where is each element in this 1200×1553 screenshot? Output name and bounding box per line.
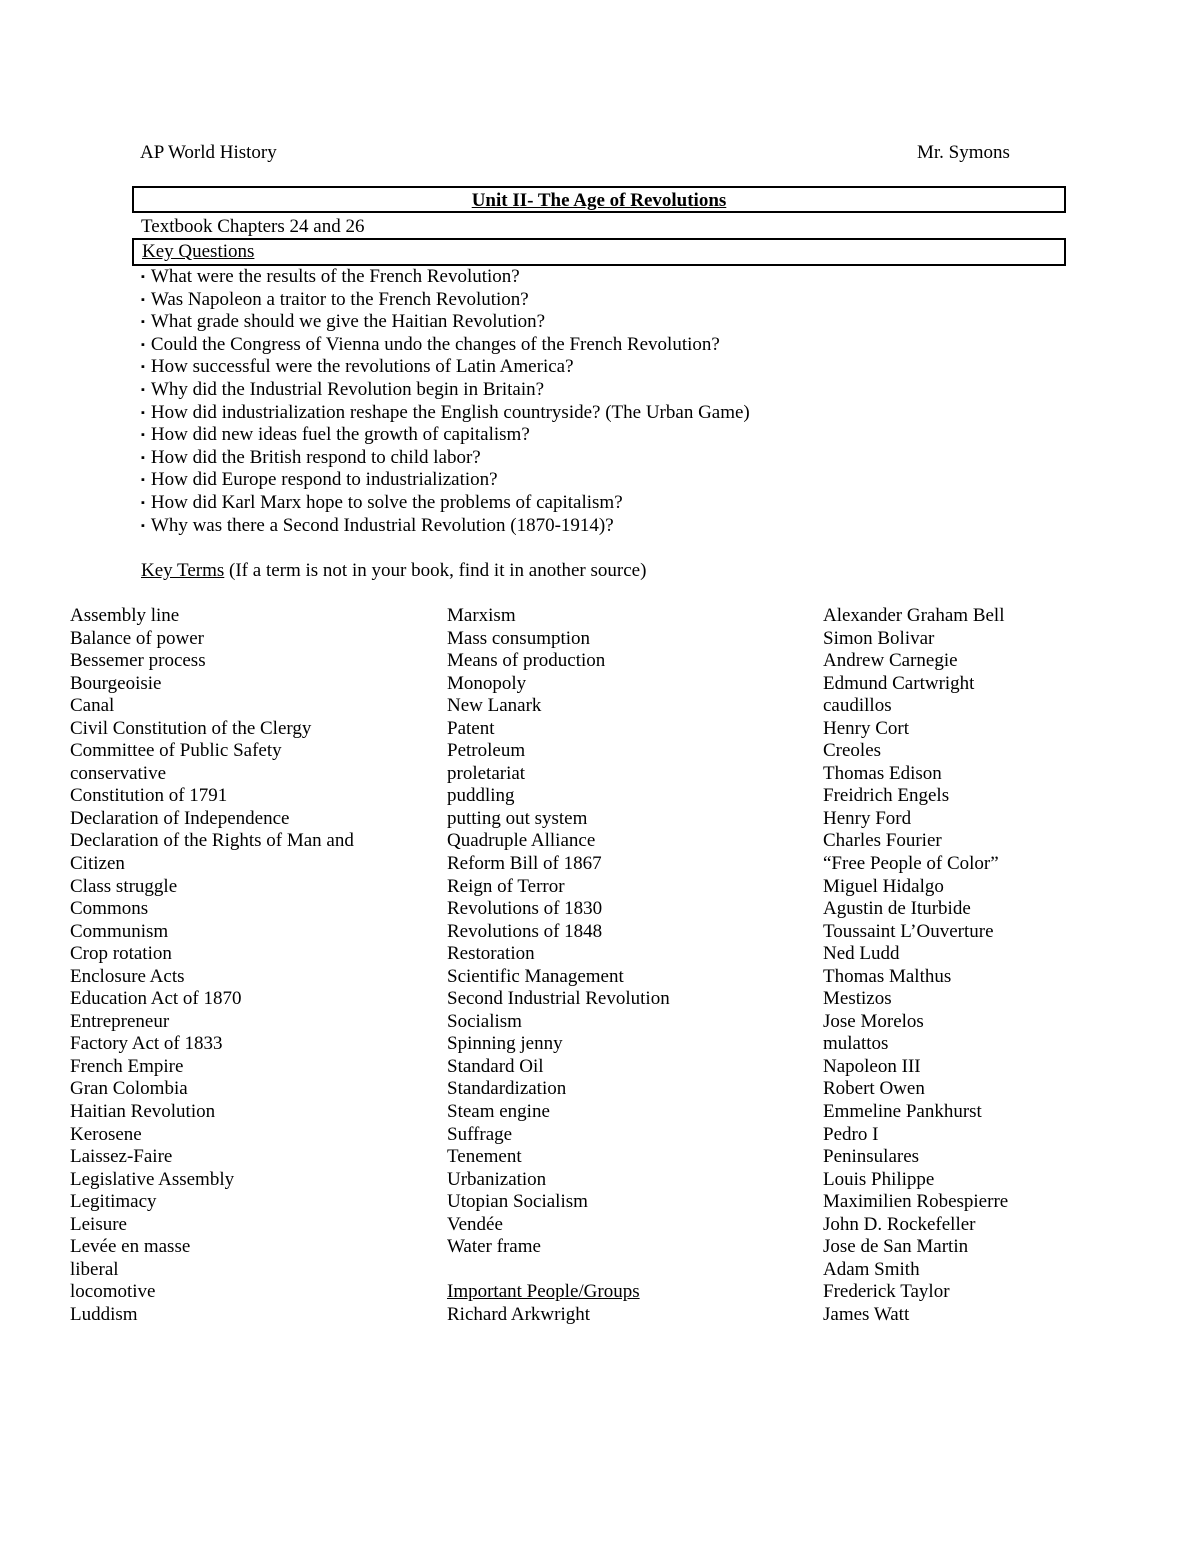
key-question-item: ▪ How did the British respond to child labor? — [141, 447, 750, 470]
term-item: Crop rotation — [70, 943, 172, 965]
term-item: puddling — [447, 785, 515, 807]
term-item: Levée en masse — [70, 1236, 191, 1258]
term-item: Marxism — [447, 605, 516, 626]
term-item: Standard Oil — [447, 1055, 544, 1077]
term-item: Canal — [70, 695, 115, 717]
term-item: Patent — [447, 717, 495, 739]
term-item: Steam engine — [447, 1101, 550, 1123]
term-item: Vendée — [447, 1213, 503, 1235]
term-item: Urbanization — [447, 1168, 547, 1190]
person-item: Adam Smith — [823, 1258, 920, 1280]
key-question-item: ▪ What grade should we give the Haitian Revolution? — [141, 311, 750, 334]
person-item: Richard Arkwright — [447, 1303, 591, 1325]
term-item: Communism — [70, 920, 169, 942]
person-item: Toussaint L’Ouverture — [823, 920, 994, 942]
person-item: Henry Ford — [823, 807, 912, 829]
term-item: Revolutions of 1830 — [447, 898, 603, 920]
person-item: Pedro I — [823, 1123, 879, 1145]
person-item: Freidrich Engels — [823, 785, 950, 807]
terms-column-2 — [447, 605, 670, 1327]
course-name: AP World History — [140, 142, 277, 163]
key-terms-note: (If a term is not in your book, find it in another source) — [224, 560, 647, 581]
term-item: Quadruple Alliance — [447, 830, 596, 852]
term-item: Second Industrial Revolution — [447, 988, 670, 1010]
person-item: Jose de San Martin — [823, 1236, 969, 1258]
term-item: Factory Act of 1833 — [70, 1033, 223, 1055]
key-question-item: ▪ Was Napoleon a traitor to the French Revolution? — [141, 289, 750, 312]
key-questions-box — [132, 238, 1066, 266]
person-item: Emmeline Pankhurst — [823, 1101, 982, 1123]
person-item: Andrew Carnegie — [823, 650, 958, 672]
term-item: Reform Bill of 1867 — [447, 853, 602, 875]
term-item: Monopoly — [447, 672, 527, 694]
person-item: mulattos — [823, 1033, 889, 1055]
person-item: Peninsulares — [823, 1146, 920, 1168]
term-item: putting out system — [447, 807, 588, 829]
person-item: Jose Morelos — [823, 1010, 924, 1032]
person-item: Mestizos — [823, 988, 892, 1010]
term-item: Bourgeoisie — [70, 672, 162, 694]
term-item: liberal — [70, 1258, 119, 1280]
person-item: Thomas Edison — [823, 762, 942, 784]
term-item: proletariat — [447, 762, 526, 784]
person-item: “Free People of Color” — [823, 853, 999, 875]
term-item: Water frame — [447, 1236, 541, 1258]
term-item: Suffrage — [447, 1123, 513, 1145]
person-item: Miguel Hidalgo — [823, 875, 944, 897]
person-item: Henry Cort — [823, 717, 910, 739]
key-question-item: ▪ How did Europe respond to industrialization? — [141, 469, 750, 492]
term-item: French Empire — [70, 1055, 184, 1077]
term-item: Petroleum — [447, 740, 526, 762]
term-item: Kerosene — [70, 1123, 142, 1145]
key-question-item: ▪ Could the Congress of Vienna undo the changes of the French Revolution? — [141, 334, 750, 357]
person-item: caudillos — [823, 695, 892, 717]
person-item: Charles Fourier — [823, 830, 942, 852]
term-item: Tenement — [447, 1146, 522, 1168]
spacer — [447, 1259, 670, 1282]
terms-column-3 — [823, 605, 1008, 1327]
term-item: New Lanark — [447, 695, 542, 717]
person-item: James Watt — [823, 1303, 910, 1325]
term-item: Standardization — [447, 1078, 567, 1100]
term-item: Committee of Public Safety — [70, 740, 282, 762]
key-questions-heading: Key Questions — [142, 241, 255, 262]
term-item: Utopian Socialism — [447, 1191, 588, 1213]
terms-column-1 — [70, 605, 354, 1327]
key-question-item: ▪ How did new ideas fuel the growth of capitalism? — [141, 424, 750, 447]
term-item: Commons — [70, 898, 149, 920]
term-item: Legitimacy — [70, 1191, 157, 1213]
term-item: Leisure — [70, 1213, 127, 1235]
term-item: Education Act of 1870 — [70, 988, 242, 1010]
term-item: Declaration of Independence — [70, 807, 290, 829]
person-item: Frederick Taylor — [823, 1281, 950, 1303]
term-item: Gran Colombia — [70, 1078, 188, 1100]
term-item: Reign of Terror — [447, 875, 565, 897]
teacher-name: Mr. Symons — [917, 142, 1010, 163]
term-item: Assembly line — [70, 605, 180, 626]
term-item: Spinning jenny — [447, 1033, 563, 1055]
person-item: Robert Owen — [823, 1078, 925, 1100]
term-item: Scientific Management — [447, 965, 624, 987]
person-item: Maximilien Robespierre — [823, 1191, 1009, 1213]
key-question-item: ▪ What were the results of the French Revolution? — [141, 266, 750, 289]
term-item: Entrepreneur — [70, 1010, 170, 1032]
term-item: Haitian Revolution — [70, 1101, 216, 1123]
key-question-item: ▪ Why did the Industrial Revolution begin in Britain? — [141, 379, 750, 402]
key-terms-heading — [141, 560, 646, 582]
person-item: Thomas Malthus — [823, 965, 952, 987]
term-item: Legislative Assembly — [70, 1168, 235, 1190]
person-item: Alexander Graham Bell — [823, 605, 1005, 626]
important-people-heading: Important People/Groups — [447, 1281, 640, 1303]
term-item: Restoration — [447, 943, 535, 965]
person-item: Simon Bolivar — [823, 627, 935, 649]
term-item: Class struggle — [70, 875, 178, 897]
term-item: Civil Constitution of the Clergy — [70, 717, 312, 739]
term-item: Mass consumption — [447, 627, 591, 649]
person-item: Ned Ludd — [823, 943, 900, 965]
person-item: Agustin de Iturbide — [823, 898, 971, 920]
key-question-item: ▪ How successful were the revolutions of Latin America? — [141, 356, 750, 379]
term-item: Declaration of the Rights of Man and — [70, 830, 354, 852]
term-item: Means of production — [447, 650, 606, 672]
term-item: Socialism — [447, 1010, 522, 1032]
term-item: locomotive — [70, 1281, 156, 1303]
term-item: Balance of power — [70, 627, 204, 649]
term-item: Revolutions of 1848 — [447, 920, 603, 942]
person-item: Edmund Cartwright — [823, 672, 975, 694]
key-question-item: ▪ How did industrialization reshape the English countryside? (The Urban Game) — [141, 402, 750, 425]
term-item: Bessemer process — [70, 650, 206, 672]
term-item: Luddism — [70, 1303, 138, 1325]
person-item: Napoleon III — [823, 1055, 921, 1077]
person-item: Creoles — [823, 740, 882, 762]
key-terms-label: Key Terms — [141, 560, 225, 581]
term-item: Citizen — [70, 853, 125, 875]
term-item: Constitution of 1791 — [70, 785, 228, 807]
key-question-item: ▪ Why was there a Second Industrial Revolution (1870-1914)? — [141, 515, 750, 538]
term-item: Enclosure Acts — [70, 965, 185, 987]
term-item: conservative — [70, 762, 167, 784]
person-item: Louis Philippe — [823, 1168, 935, 1190]
key-questions-list — [141, 266, 750, 537]
term-item: Laissez-Faire — [70, 1146, 173, 1168]
unit-title-box — [132, 186, 1066, 213]
key-question-item: ▪ How did Karl Marx hope to solve the problems of capitalism? — [141, 492, 750, 515]
unit-title: Unit II- The Age of Revolutions — [471, 190, 727, 211]
person-item: John D. Rockefeller — [823, 1213, 976, 1235]
textbook-chapters: Textbook Chapters 24 and 26 — [141, 216, 365, 237]
